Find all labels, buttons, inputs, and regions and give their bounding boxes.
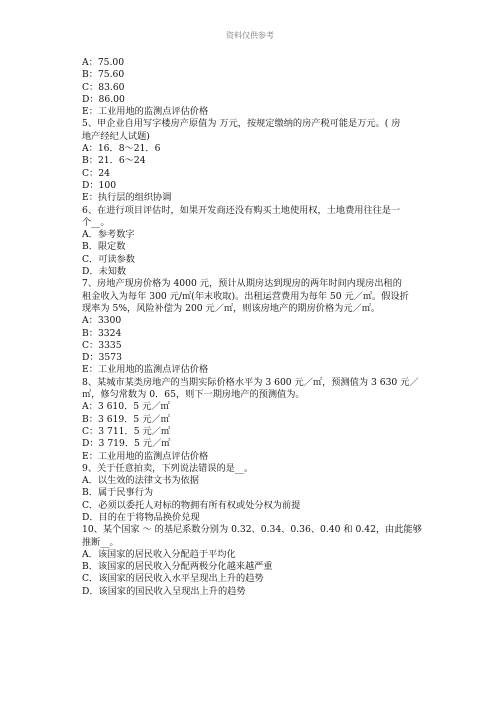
question-block-q5 <box>82 118 422 204</box>
option-line: C：24 <box>82 167 110 179</box>
option-line: C．该国家的居民收入水平呈现出上升的趋势 <box>82 573 264 585</box>
question-text-line: 地产经纪人试题) <box>82 130 150 142</box>
question-block-q8 <box>82 377 422 463</box>
question-text-line: 6、在进行项目评估时，如果开发商还没有购买土地使用权，土地费用往往是一 <box>82 204 401 216</box>
option-line: A：16．8～21．6 <box>82 143 161 155</box>
option-line: D．该国家的国民收入呈现出上升的趋势 <box>82 585 246 597</box>
option-line: C：83.60 <box>82 81 125 93</box>
option-line: B：21．6～24 <box>82 155 146 167</box>
option-line: B．限定数 <box>82 241 126 253</box>
option-line: C：3335 <box>82 339 122 351</box>
option-line: B．该国家的居民收入分配两极分化越来越严重 <box>82 561 273 573</box>
question-block-q10 <box>82 524 422 598</box>
option-line: E：工业用地的监测点评估价格 <box>82 364 209 376</box>
document-content <box>82 57 422 598</box>
option-line: D：86.00 <box>82 93 125 105</box>
question-text-line: 个__。 <box>82 216 110 228</box>
question-text-line: 5、甲企业自用写字楼房产原值为 万元，按规定缴纳的房产税可能是万元。( 房 <box>82 118 401 130</box>
option-line: A．该国家的居民收入分配趋于平均化 <box>82 548 236 560</box>
option-line: A：3300 <box>82 315 122 327</box>
option-line: D：3 719．5 元／㎡ <box>82 438 171 450</box>
question-text-line: 9、关于任意拍卖，下列说法错误的是__。 <box>82 462 254 474</box>
question-text-line: 7、房地产现房价格为 4000 元，预计从期房达到现房的两年时间内现房出租的 <box>82 278 402 290</box>
option-line: B：3324 <box>82 327 122 339</box>
question-text-line: 租金收入为每年 300 元/㎡(年末收取)。出租运营费用为每年 50 元／㎡。假设折 <box>82 290 409 302</box>
question-block-q6 <box>82 205 422 279</box>
question-text-line: 推断__。 <box>82 536 119 548</box>
option-line: E：执行层的组织协调 <box>82 192 172 204</box>
option-line: B：3 619．5 元／㎡ <box>82 413 170 425</box>
question-block-q4-options <box>82 57 422 118</box>
option-line: A：3 610．5 元／㎡ <box>82 401 170 413</box>
option-line: A．以生效的法律文书为依据 <box>82 475 199 487</box>
question-block-q7 <box>82 278 422 376</box>
question-text-line: ㎡，修匀常数为 0．65，则下一期房地产的预测值为。 <box>82 389 305 401</box>
option-line: B：75.60 <box>82 69 125 81</box>
option-line: C．可读参数 <box>82 253 135 265</box>
option-line: B．属于民事行为 <box>82 487 154 499</box>
option-line: D．目的在于将物品换价兑现 <box>82 511 200 523</box>
question-block-q9 <box>82 463 422 524</box>
option-line: D：100 <box>82 179 117 191</box>
option-line: A：75.00 <box>82 57 125 68</box>
option-line: D．未知数 <box>82 266 127 278</box>
option-line: A．参考数字 <box>82 229 135 241</box>
option-line: C：3 711．5 元／㎡ <box>82 425 171 437</box>
question-text-line: 8、某城市某类房地产的当期实际价格水平为 3 600 元／㎡，预测值为 3 630 元／ <box>82 376 419 388</box>
page-header: 资料仅供参考 <box>226 31 274 40</box>
option-line: C．必须以委托人对标的物拥有所有权或处分权为前提 <box>82 499 301 511</box>
option-line: E：工业用地的监测点评估价格 <box>82 450 209 462</box>
option-line: E：工业用地的监测点评估价格 <box>82 106 209 118</box>
option-line: D：3573 <box>82 352 122 364</box>
question-text-line: 10、某个国家 ～ 的基尼系数分别为 0.32、0.34、0.36、0.40 和 0.42，由此能够 <box>82 524 422 536</box>
question-text-line: 现率为 5%，风险补偿为 200 元／㎡，则该房地产的期房价格为元／㎡。 <box>82 302 381 314</box>
